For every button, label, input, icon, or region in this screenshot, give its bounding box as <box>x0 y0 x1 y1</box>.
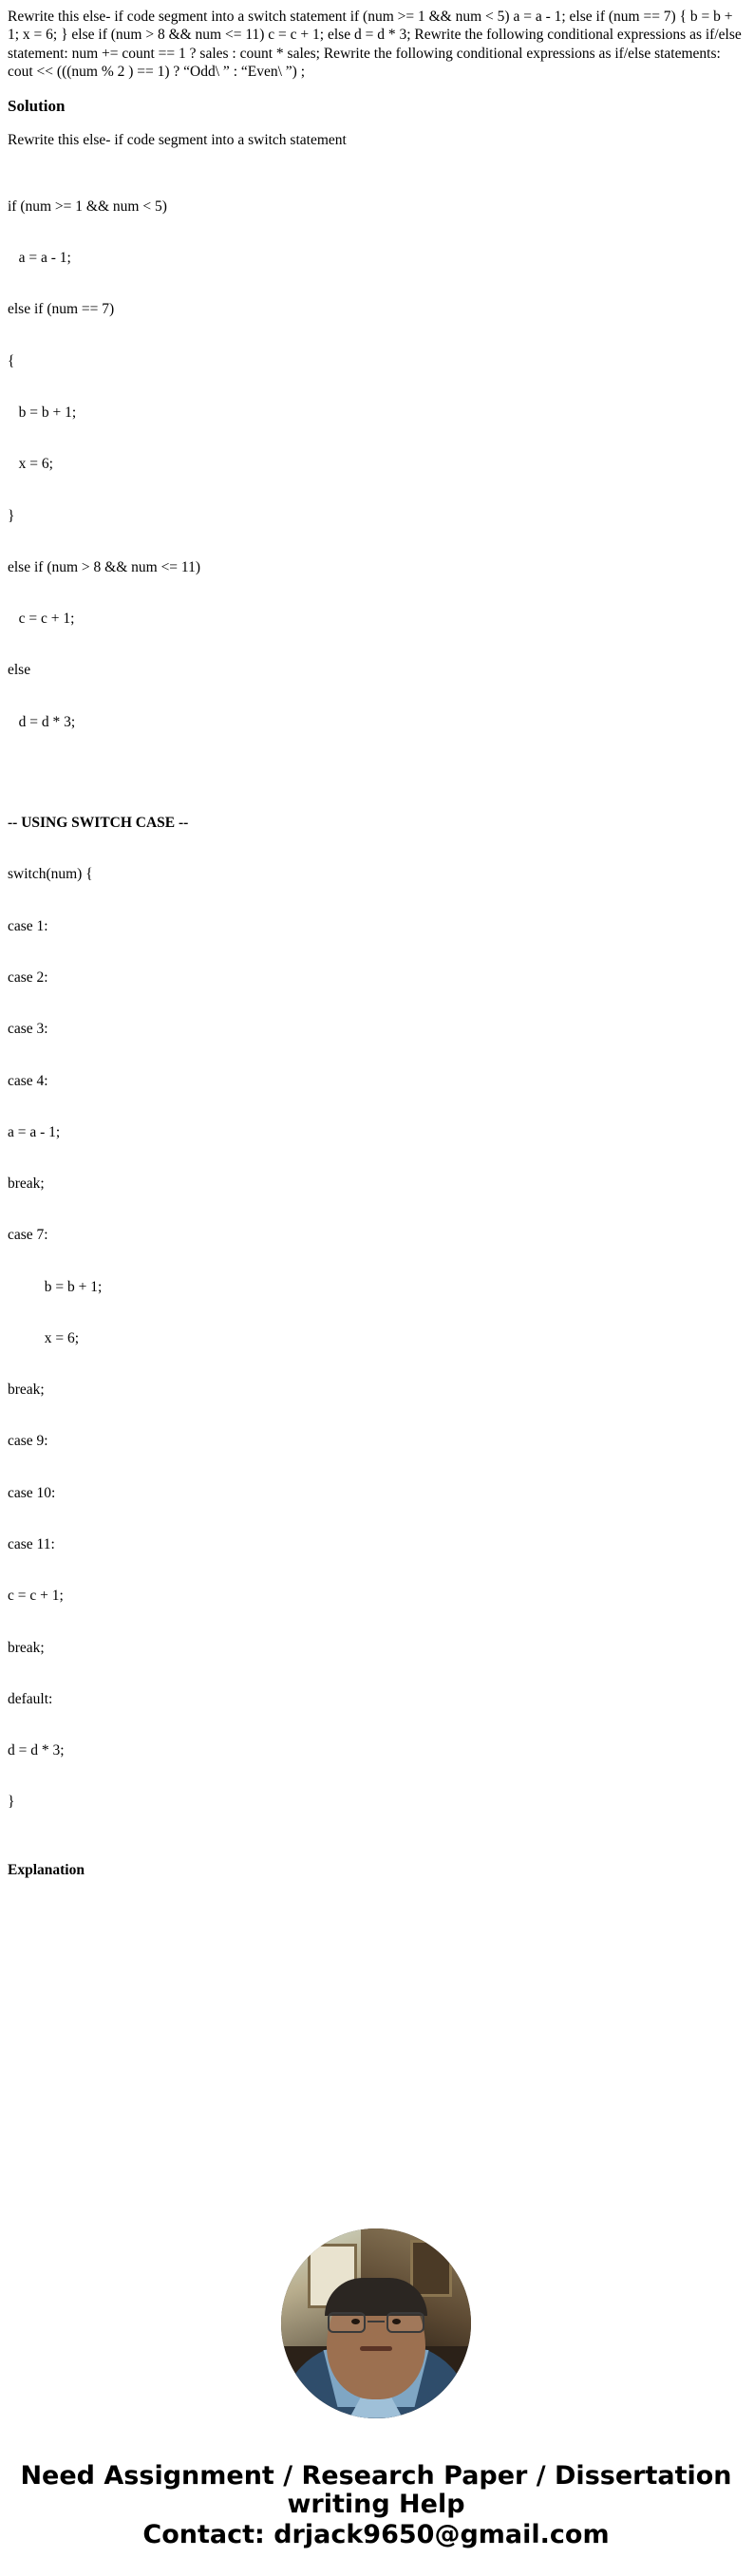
solution-heading: Solution <box>8 96 66 115</box>
code-line: x = 6; <box>8 1329 80 1346</box>
code-line: } <box>8 507 15 524</box>
avatar-container <box>8 2228 745 2418</box>
code-line: switch(num) { <box>8 866 93 883</box>
code-line: case 9: <box>8 1433 48 1450</box>
code-line: case 11: <box>8 1536 55 1553</box>
avatar <box>281 2228 471 2418</box>
explanation-heading: Explanation <box>8 1861 85 1878</box>
code-line: d = d * 3; <box>8 1742 65 1759</box>
code-line: if (num >= 1 && num < 5) <box>8 197 167 215</box>
code-line: default: <box>8 1690 53 1707</box>
glasses-icon <box>326 2312 426 2333</box>
code-line: a = a - 1; <box>8 1123 61 1140</box>
code-line: else if (num > 8 && num <= 11) <box>8 558 201 575</box>
code-line: case 7: <box>8 1227 48 1244</box>
restated-task: Rewrite this else- if code segment into a switch statement <box>8 131 347 148</box>
code-line: { <box>8 352 15 369</box>
footer-line-2: writing Help <box>287 2489 465 2519</box>
code-line: b = b + 1; <box>8 404 77 421</box>
code-line: else if (num == 7) <box>8 301 115 318</box>
if-else-code-block <box>8 164 745 765</box>
lens-left <box>328 2312 366 2333</box>
code-line: else <box>8 662 31 679</box>
code-line: case 4: <box>8 1072 48 1089</box>
blank-space <box>8 1879 745 2221</box>
code-line: case 10: <box>8 1484 56 1501</box>
code-line: break; <box>8 1175 45 1193</box>
mouth <box>360 2346 392 2351</box>
footer-promo <box>8 2462 745 2576</box>
footer-contact: Contact: drjack9650@gmail.com <box>142 2519 610 2549</box>
eye-right <box>392 2319 401 2324</box>
glasses-bridge <box>368 2321 385 2322</box>
code-line: case 2: <box>8 968 48 986</box>
code-line: case 1: <box>8 917 48 934</box>
switch-case-label: -- USING SWITCH CASE -- <box>8 815 189 832</box>
switch-code-block <box>8 780 745 1846</box>
code-line: c = c + 1; <box>8 1588 64 1605</box>
code-line: a = a - 1; <box>8 250 71 267</box>
code-line: } <box>8 1794 15 1811</box>
eye-left <box>351 2319 360 2324</box>
footer-line-1: Need Assignment / Research Paper / Dissertation <box>20 2460 732 2491</box>
code-line: c = c + 1; <box>8 611 75 628</box>
code-line: break; <box>8 1382 45 1399</box>
question-text: Rewrite this else- if code segment into a switch statement if (num >= 1 && num < 5) a = a - 1; else if (num == 7) { b = b + 1; x = 6; } else if (num > 8 && num <= 11) c = c + 1; else d = d * 3; Rewrite the following conditional expressions as if/else statement: num += count == 1 ? sales : count * sales; Rewrite the following conditional expressions as if/else statements: cout << (((num % 2 ) == 1) ? “Odd\ ” : “Even\ ”) ; <box>8 9 742 81</box>
code-line: x = 6; <box>8 456 53 473</box>
code-line: d = d * 3; <box>8 713 76 730</box>
wall-frame-right-icon <box>410 2240 452 2297</box>
code-line: case 3: <box>8 1021 48 1038</box>
code-line: b = b + 1; <box>8 1278 103 1295</box>
code-line: break; <box>8 1639 45 1656</box>
